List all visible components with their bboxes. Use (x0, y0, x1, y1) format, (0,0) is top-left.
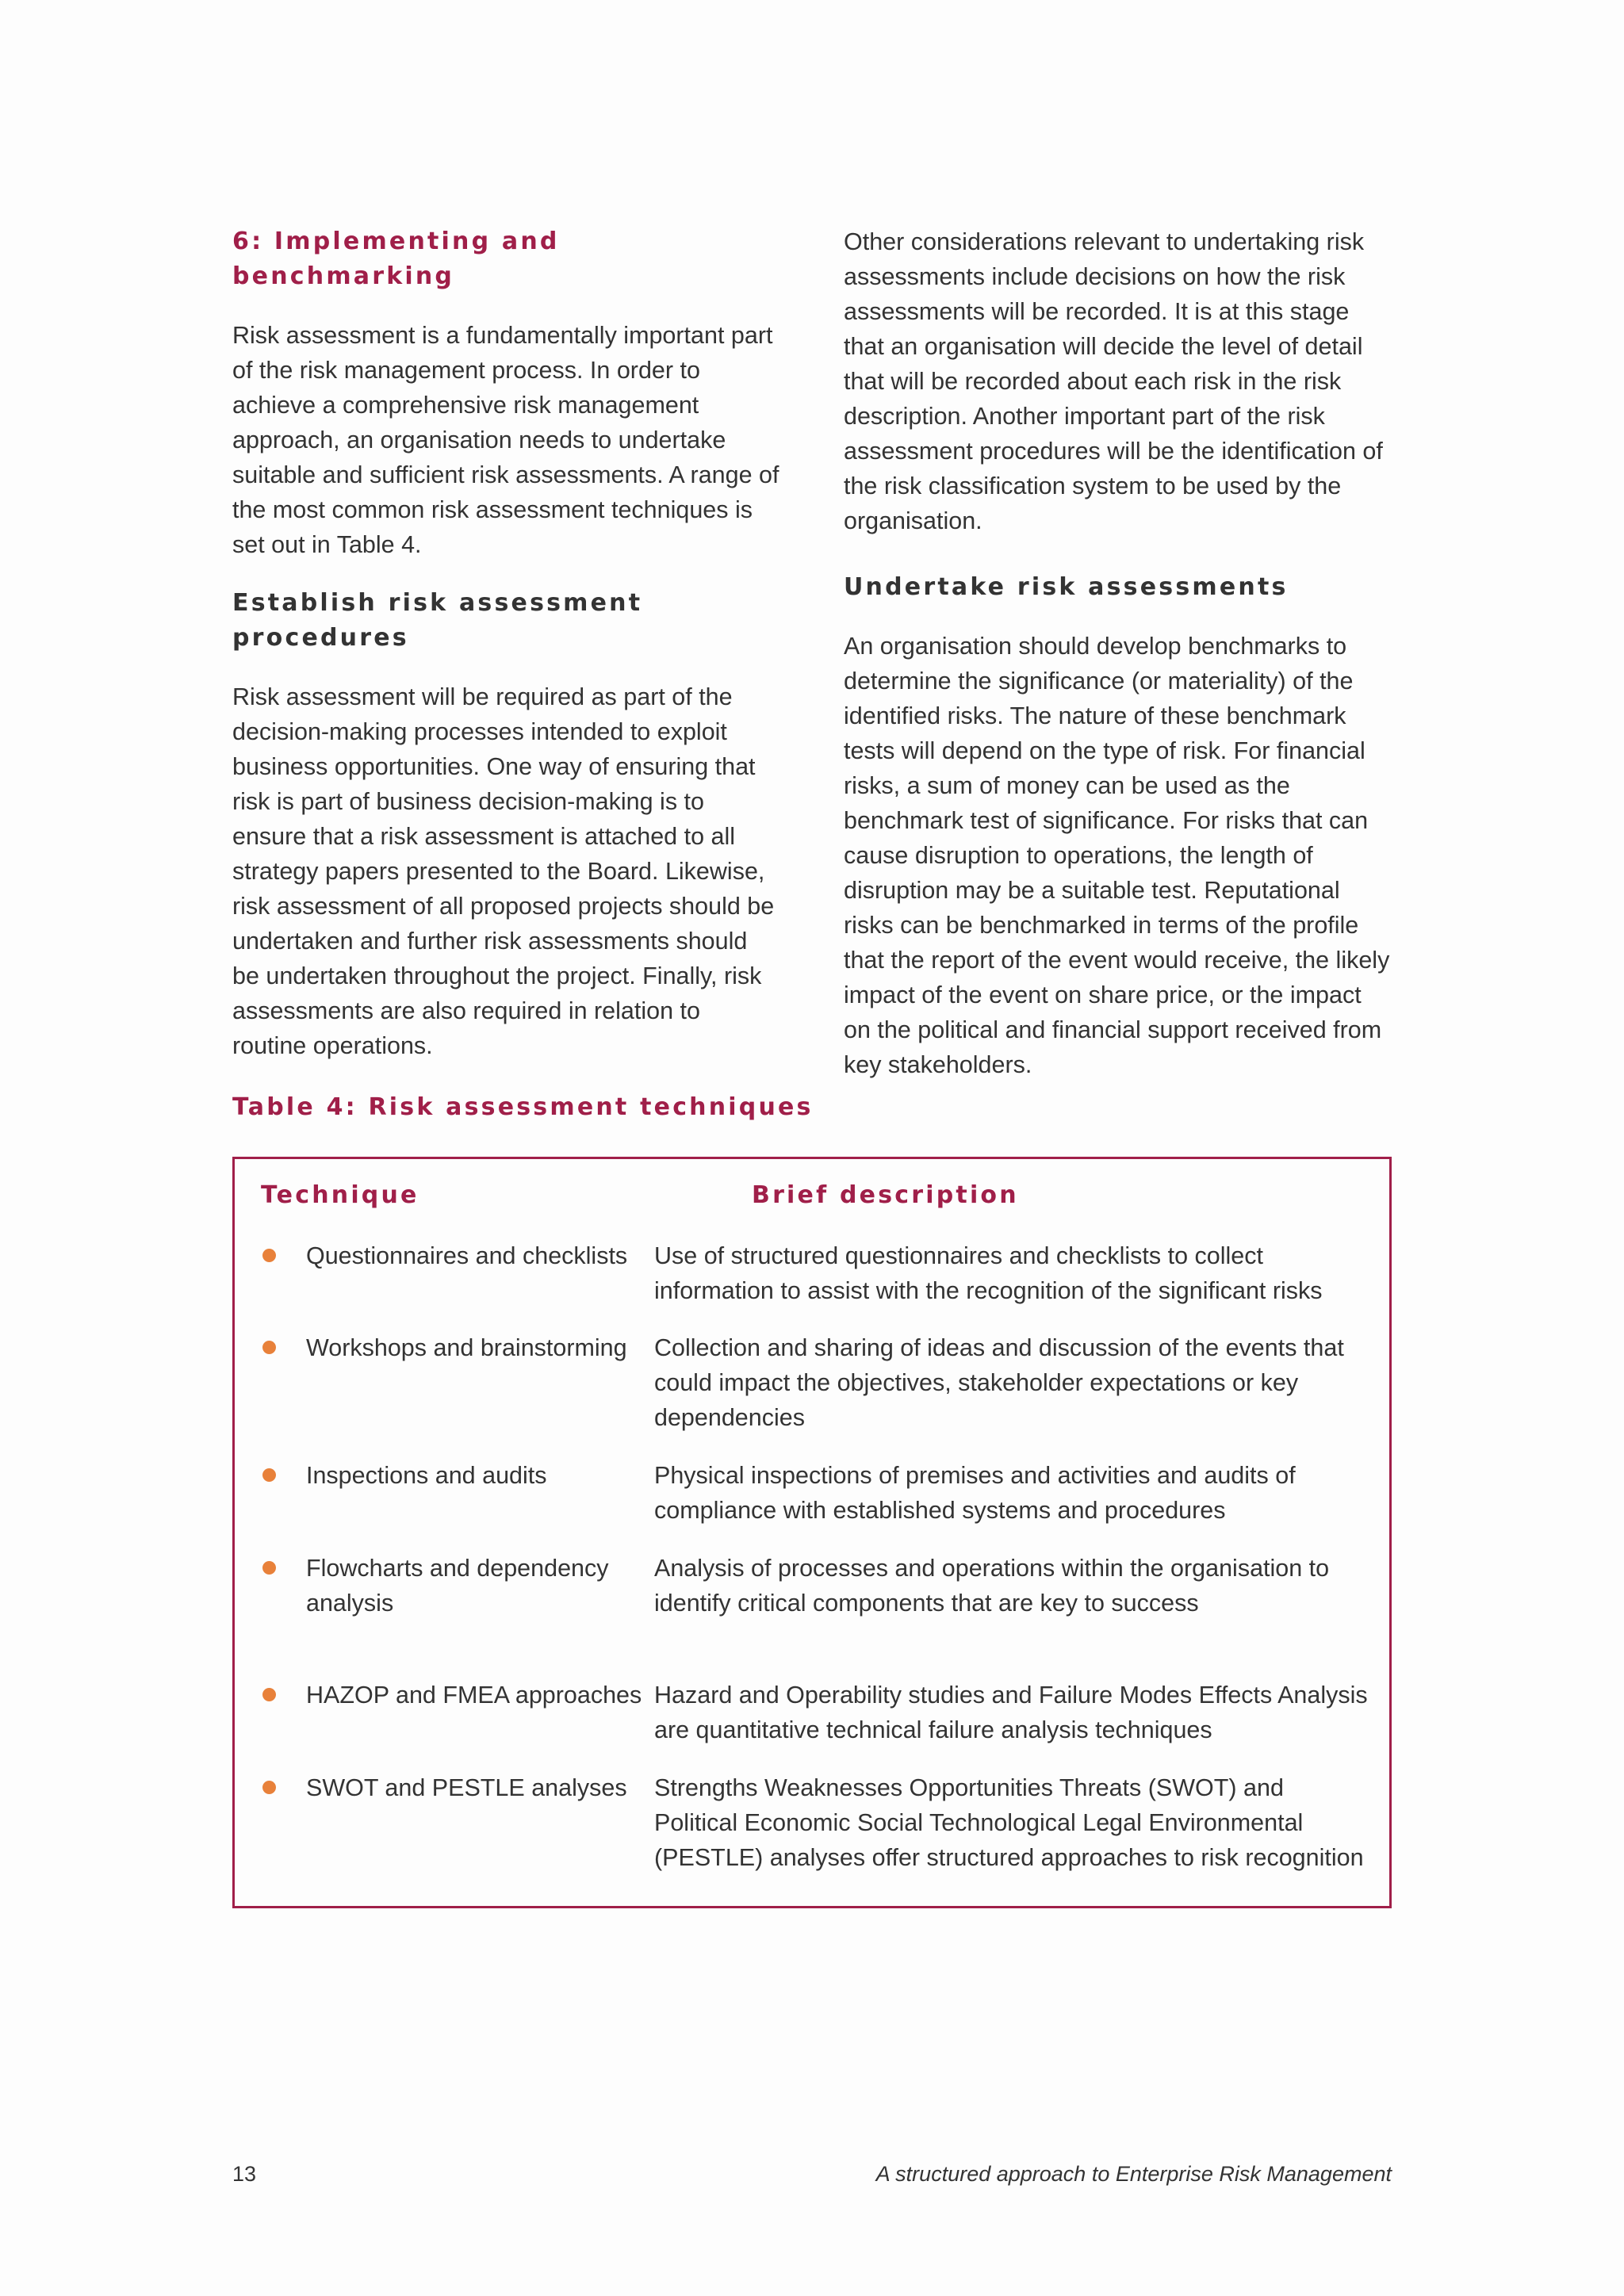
techniques-table (232, 1157, 1392, 1908)
technique-cell: SWOT and PESTLE analyses (306, 1774, 627, 1801)
left-column (232, 224, 779, 1063)
technique-cell: HAZOP and FMEA approaches (306, 1682, 642, 1709)
technique-cell: Questionnaires and checklists (306, 1242, 628, 1269)
bullet-icon (262, 1561, 276, 1575)
undertake-paragraph: An organisation should develop benchmarks to determine the significance (or materiality) of the identified risks. The nature of these benchmark tests will depend on the type of risk. For financial risks, a sum of money can be used as the benchmark test of significance. For risks that can cause disruption to operations, the length of disruption may be a suitable test. Reputational risks can be benchmarked in terms of the profile that the report of the event would receive, the likely impact of the event on share price, or the impact on the political and financial support received from key stakeholders. (844, 633, 1390, 1078)
right-column (844, 224, 1391, 1082)
description-cell: Hazard and Operability studies and Failure Modes Effects Analysis are quantitative technical failure analysis techniques (654, 1682, 1368, 1743)
technique-cell: Inspections and audits (306, 1462, 547, 1489)
bullet-icon (262, 1781, 276, 1794)
technique-cell: Flowcharts and dependency analysis (306, 1555, 609, 1617)
description-cell: Use of structured questionnaires and checklists to collect information to assist with the recognition of the significant risks (654, 1242, 1323, 1304)
undertake-heading: Undertake risk assessments (844, 573, 1289, 601)
section-heading: 6: Implementing and benchmarking (232, 228, 560, 290)
procedures-paragraph: Risk assessment will be required as part of the decision-making processes intended to exploit business opportunities. One way of ensuring that risk is part of business decision-making is to ensure that a risk assessment is attached to all strategy papers presented to the Board. Likewise, risk assessment of all proposed projects should be undertaken and further risk assessments should be undertaken throughout the project. Finally, risk assessments are also required in relation to routine operations. (232, 683, 775, 1059)
description-cell: Strengths Weaknesses Opportunities Threats (SWOT) and Political Economic Social Technological Legal Environmental (PESTLE) analyses offer structured approaches to risk recognition (654, 1774, 1364, 1871)
description-cell: Analysis of processes and operations within the organisation to identify critical components that are key to success (654, 1555, 1330, 1617)
technique-cell: Workshops and brainstorming (306, 1334, 627, 1361)
bullet-icon (262, 1688, 276, 1701)
page-number: 13 (232, 2162, 257, 2186)
procedures-heading: Establish risk assessment procedures (232, 589, 643, 652)
description-cell: Collection and sharing of ideas and discussion of the events that could impact the objectives, stakeholder expectations or key dependencies (654, 1334, 1344, 1431)
bullet-icon (262, 1468, 276, 1482)
intro-paragraph: Risk assessment is a fundamentally important part of the risk management process. In order to achieve a comprehensive risk management approach, an organisation needs to undertake suitable and sufficient risk assessments. A range of the most common risk assessment techniques is set out in Table 4. (232, 322, 779, 558)
bullet-icon (262, 1249, 276, 1262)
table-title: Table 4: Risk assessment techniques (232, 1093, 814, 1121)
description-cell: Physical inspections of premises and activities and audits of compliance with established systems and procedures (654, 1462, 1296, 1524)
considerations-paragraph: Other considerations relevant to undertaking risk assessments include decisions on how the risk assessments will be recorded. It is at this stage that an organisation will decide the level of detail that will be recorded about each risk in the risk description. Another important part of the risk assessment procedures will be the identification of the risk classification system to be used by the organisation. (844, 228, 1383, 534)
table-header-technique: Technique (261, 1181, 419, 1209)
document-title: A structured approach to Enterprise Risk Management (875, 2162, 1392, 2186)
table-header-description: Brief description (752, 1181, 1019, 1209)
bullet-icon (262, 1341, 276, 1354)
